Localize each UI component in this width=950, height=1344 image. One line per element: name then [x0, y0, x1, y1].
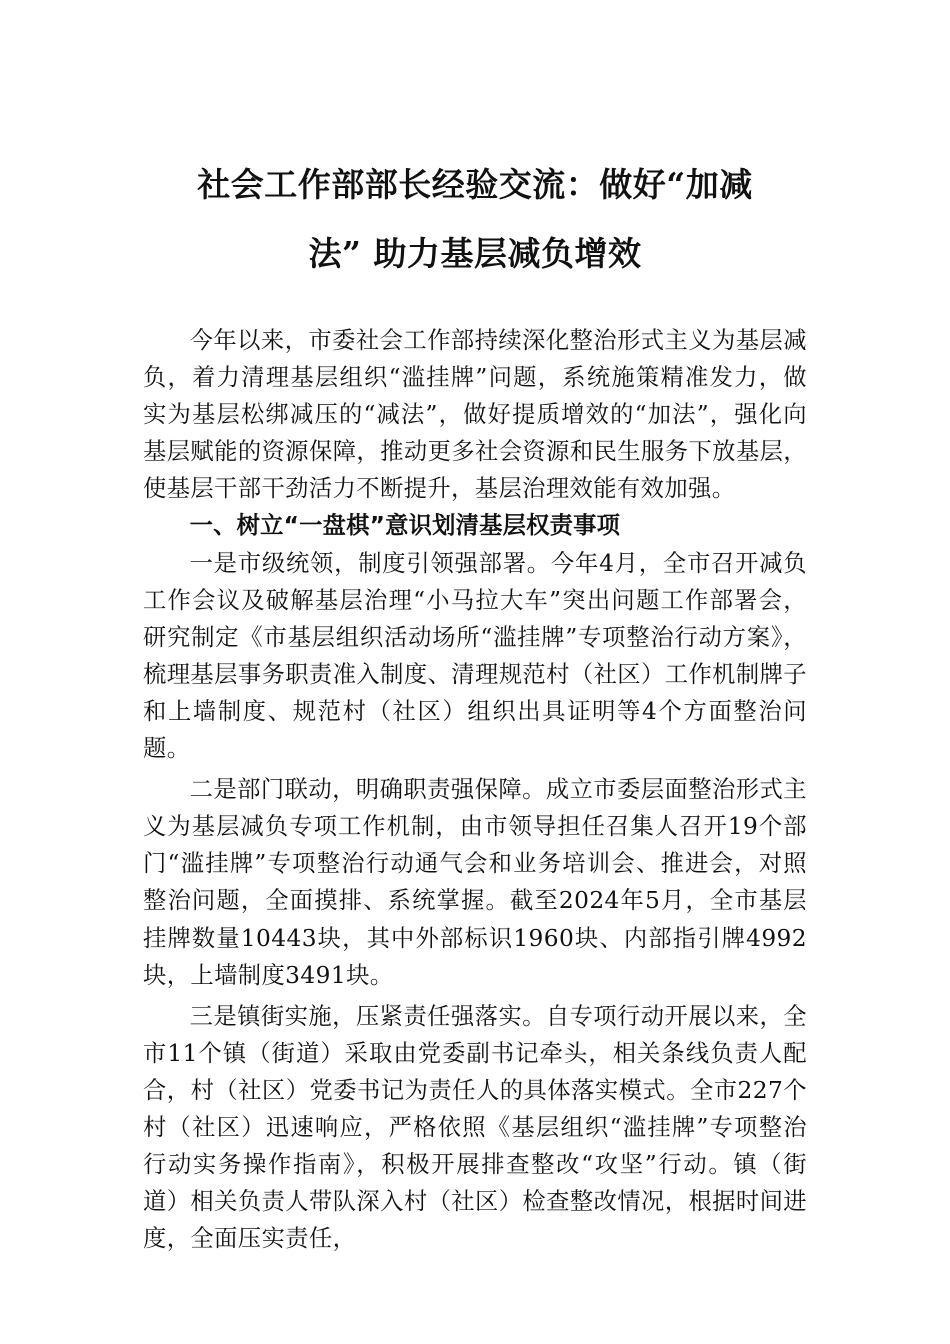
section-heading-1: 一、树立“一盘棋”意识划清基层权责事项 — [189, 512, 621, 540]
document-body — [143, 322, 807, 1257]
document-title-line-1: 社会工作部部长经验交流：做好“加减 — [197, 165, 753, 204]
paragraph-2: 二是部门联动，明确职责强保障。成立市委层面整治形式主义为基层减负专项工作机制，由市领导担任召集人召开19个部门“滥挂牌”专项整治行动通气会和业务培训会、推进会，对照整治问题，全面摸排、系统掌握。截至2024年5月，全市基层挂牌数量10443块，其中外部标识1960块、内部指引牌4992块，上墙制度3491块。 — [143, 776, 807, 989]
paragraph-3: 三是镇街实施，压紧责任强落实。自专项行动开展以来，全市11个镇（街道）采取由党委副书记牵头，相关条线负责人配合，村（社区）党委书记为责任人的具体落实模式。全市227个村（社区）迅速响应，严格依照《基层组织“滥挂牌”专项整治行动实务操作指南》，积极开展排查整改“攻坚”行动。镇（街道）相关负责人带队深入村（社区）检查整改情况，根据时间进度，全面压实责任， — [143, 1002, 807, 1253]
intro-paragraph: 今年以来，市委社会工作部持续深化整治形式主义为基层减负，着力清理基层组织“滥挂牌”问题，系统施策精准发力，做实为基层松绑减压的“减法”，做好提质增效的“加法”，强化向基层赋能的资源保障，推动更多社会资源和民生服务下放基层，使基层干部干劲活力不断提升，基层治理效能有效加强。 — [143, 327, 807, 503]
paragraph-1: 一是市级统领，制度引领强部署。今年4月，全市召开减负工作会议及破解基层治理“小马拉大车”突出问题工作部署会，研究制定《市基层组织活动场所“滥挂牌”专项整治行动方案》，梳理基层事务职责准入制度、清理规范村（社区）工作机制牌子和上墙制度、规范村（社区）组织出具证明等4个方面整治问题。 — [143, 549, 807, 763]
document-title-line-2: 法” 助力基层减负增效 — [308, 234, 642, 273]
